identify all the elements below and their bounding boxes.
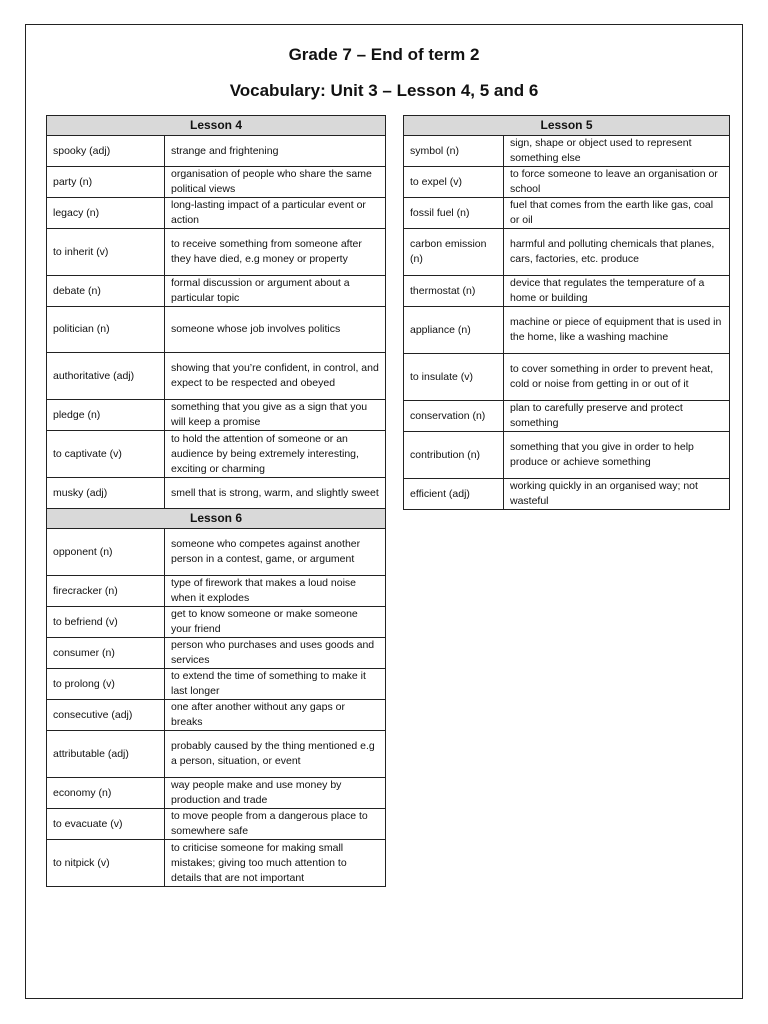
vocab-table-right — [403, 115, 730, 510]
vocab-definition: harmful and polluting chemicals that planes, cars, factories, etc. produce — [504, 229, 730, 276]
vocab-definition: formal discussion or argument about a particular topic — [165, 276, 386, 307]
vocab-definition: machine or piece of equipment that is used in the home, like a washing machine — [504, 307, 730, 354]
vocab-word: opponent (n) — [47, 529, 165, 576]
vocab-definition: to extend the time of something to make it last longer — [165, 669, 386, 700]
vocab-word: symbol (n) — [404, 136, 504, 167]
vocab-definition: to cover something in order to prevent heat, cold or noise from getting in or out of it — [504, 354, 730, 401]
vocab-definition: to move people from a dangerous place to somewhere safe — [165, 809, 386, 840]
vocab-definition: probably caused by the thing mentioned e.g a person, situation, or event — [165, 731, 386, 778]
vocab-word: consumer (n) — [47, 638, 165, 669]
vocab-word: to insulate (v) — [404, 354, 504, 401]
vocab-definition: way people make and use money by production and trade — [165, 778, 386, 809]
vocab-word: party (n) — [47, 167, 165, 198]
vocab-definition: something that you give in order to help produce or achieve something — [504, 432, 730, 479]
vocab-table-left — [46, 115, 386, 887]
vocab-definition: fuel that comes from the earth like gas, coal or oil — [504, 198, 730, 229]
vocab-definition: something that you give as a sign that you will keep a promise — [165, 400, 386, 431]
vocab-definition: plan to carefully preserve and protect something — [504, 401, 730, 432]
vocab-definition: long-lasting impact of a particular event or action — [165, 198, 386, 229]
vocab-definition: get to know someone or make someone your friend — [165, 607, 386, 638]
vocab-definition: working quickly in an organised way; not wasteful — [504, 479, 730, 510]
vocab-definition: one after another without any gaps or breaks — [165, 700, 386, 731]
vocab-definition: to hold the attention of someone or an audience by being extremely interesting, exciting or charming — [165, 431, 386, 478]
vocab-word: fossil fuel (n) — [404, 198, 504, 229]
lesson-5-header: Lesson 5 — [404, 116, 730, 136]
vocab-word: contribution (n) — [404, 432, 504, 479]
vocab-word: spooky (adj) — [47, 136, 165, 167]
vocab-word: to evacuate (v) — [47, 809, 165, 840]
vocab-word: pledge (n) — [47, 400, 165, 431]
lesson-6-header: Lesson 6 — [47, 509, 386, 529]
vocab-definition: someone who competes against another person in a contest, game, or argument — [165, 529, 386, 576]
vocab-definition: organisation of people who share the same political views — [165, 167, 386, 198]
vocab-word: politician (n) — [47, 307, 165, 353]
vocab-word: to nitpick (v) — [47, 840, 165, 887]
vocab-word: carbon emission (n) — [404, 229, 504, 276]
vocab-definition: to criticise someone for making small mistakes; giving too much attention to details that are not important — [165, 840, 386, 887]
vocab-word: appliance (n) — [404, 307, 504, 354]
vocab-word: thermostat (n) — [404, 276, 504, 307]
vocab-definition: strange and frightening — [165, 136, 386, 167]
vocab-word: consecutive (adj) — [47, 700, 165, 731]
vocab-word: firecracker (n) — [47, 576, 165, 607]
vocab-word: to inherit (v) — [47, 229, 165, 276]
vocab-word: to expel (v) — [404, 167, 504, 198]
vocab-word: efficient (adj) — [404, 479, 504, 510]
vocab-word: debate (n) — [47, 276, 165, 307]
page-title: Grade 7 – End of term 2 — [288, 45, 480, 64]
vocab-word: conservation (n) — [404, 401, 504, 432]
vocab-definition: to force someone to leave an organisation or school — [504, 167, 730, 198]
vocab-word: legacy (n) — [47, 198, 165, 229]
lesson-4-header: Lesson 4 — [47, 116, 386, 136]
vocab-definition: showing that you’re confident, in control, and expect to be respected and obeyed — [165, 353, 386, 400]
vocab-definition: smell that is strong, warm, and slightly sweet — [165, 478, 386, 509]
vocab-definition: device that regulates the temperature of a home or building — [504, 276, 730, 307]
vocab-word: musky (adj) — [47, 478, 165, 509]
vocab-word: economy (n) — [47, 778, 165, 809]
vocab-word: to befriend (v) — [47, 607, 165, 638]
vocab-definition: type of firework that makes a loud noise when it explodes — [165, 576, 386, 607]
vocab-word: to prolong (v) — [47, 669, 165, 700]
vocab-definition: sign, shape or object used to represent something else — [504, 136, 730, 167]
page-subtitle: Vocabulary: Unit 3 – Lesson 4, 5 and 6 — [229, 81, 539, 100]
vocab-definition: person who purchases and uses goods and services — [165, 638, 386, 669]
vocab-word: authoritative (adj) — [47, 353, 165, 400]
vocab-word: attributable (adj) — [47, 731, 165, 778]
vocab-definition: to receive something from someone after they have died, e.g money or property — [165, 229, 386, 276]
vocab-word: to captivate (v) — [47, 431, 165, 478]
vocab-definition: someone whose job involves politics — [165, 307, 386, 353]
